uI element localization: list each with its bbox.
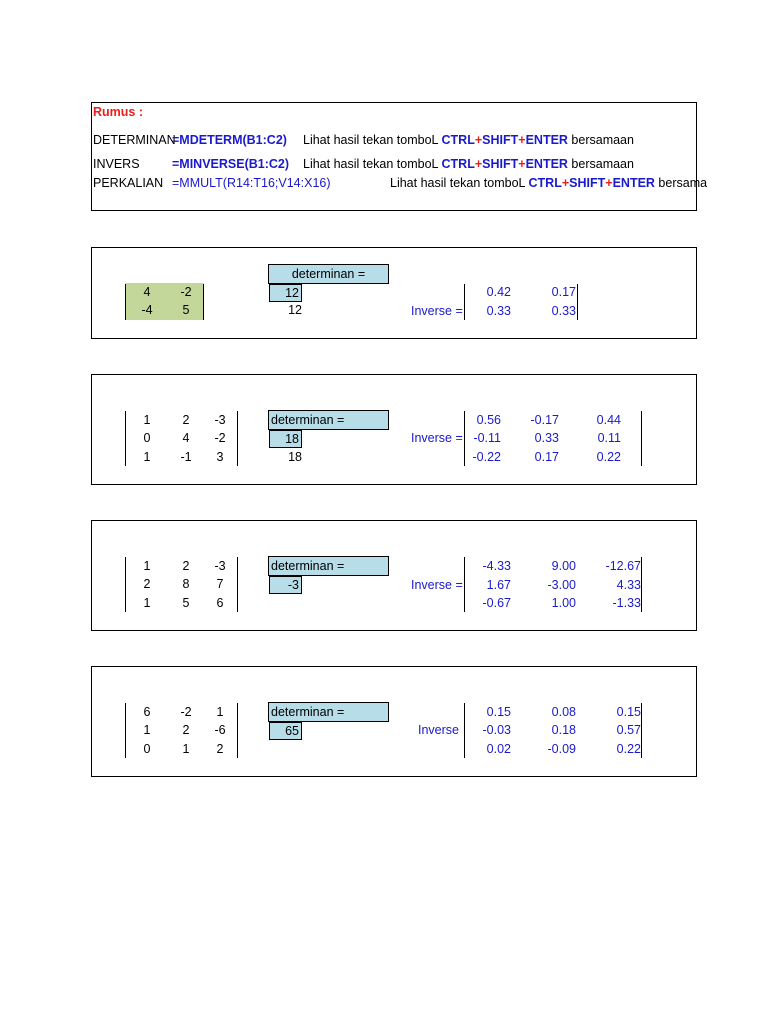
matrix-cell: -2 [214,431,226,445]
inverse-cell: -0.11 [473,431,501,445]
inverse-cell: 0.17 [551,285,576,299]
determinant-value: 18 [269,430,302,448]
matrix-bracket-left [125,411,126,466]
plus-sign: + [518,157,526,171]
matrix-cell: -4 [141,303,153,317]
inverse-cell: 0.44 [596,413,621,427]
inverse-cell: 0.02 [486,742,511,756]
inverse-cell: 0.08 [551,705,576,719]
formula-mdeterm: =MDETERM(B1:C2) [172,133,287,147]
formula-note-perkalian [390,176,707,190]
key-enter: ENTER [525,157,568,171]
inverse-cell: 1.00 [551,596,576,610]
inverse-label: Inverse = [411,304,463,318]
determinant-label: determinan = [268,410,389,430]
formula-label-perkalian: PERKALIAN [93,176,164,190]
inverse-cell: 9.00 [551,559,576,573]
note-suffix: bersamaan [567,133,634,147]
matrix-cell: -3 [214,413,226,427]
inverse-label: Inverse = [411,578,463,592]
inverse-cell: 0.57 [616,723,641,737]
matrix-cell: 5 [182,596,190,610]
formula-note-determinan [303,133,634,147]
matrix-bracket-left [125,557,126,612]
inverse-cell: -1.33 [612,596,641,610]
determinant-value: -3 [269,576,302,594]
matrix-cell: 6 [143,705,151,719]
key-shift: SHIFT [482,133,519,147]
inverse-cell: -0.22 [472,450,501,464]
formula-title: Rumus : [93,105,143,119]
inverse-cell: -3.00 [547,578,576,592]
key-shift: SHIFT [569,176,606,190]
formula-label-determinan: DETERMINAN [93,133,176,147]
matrix-bracket-left [125,284,126,320]
inverse-cell: 0.42 [486,285,511,299]
plus-sign: + [518,133,526,147]
note-suffix: bersamaan [567,157,634,171]
inverse-cell: -0.03 [482,723,511,737]
determinant-value: 12 [269,284,302,302]
inverse-bracket-right [577,284,578,320]
matrix-cell: -2 [180,705,192,719]
matrix-cell: 1 [143,450,151,464]
inverse-cell: 0.15 [486,705,511,719]
determinant-label: determinan = [268,264,389,284]
matrix-cell: 6 [216,596,224,610]
matrix-cell: 0 [143,431,151,445]
inverse-cell: 0.18 [551,723,576,737]
note-prefix: Lihat hasil tekan tomboL [303,133,442,147]
note-suffix: bersama [654,176,708,190]
determinant-value: 65 [269,722,302,740]
matrix-cell: 2 [143,577,151,591]
matrix-cell: -2 [180,285,192,299]
formula-mmult: =MMULT(R14:T16;V14:X16) [172,176,331,190]
inverse-cell: -0.67 [482,596,511,610]
inverse-cell: 0.22 [616,742,641,756]
determinant-repeat: 18 [288,450,302,464]
inverse-cell: 0.17 [534,450,559,464]
note-prefix: Lihat hasil tekan tomboL [303,157,442,171]
note-prefix: Lihat hasil tekan tomboL [390,176,529,190]
matrix-block-3 [91,520,697,631]
inverse-cell: 0.33 [486,304,511,318]
matrix-cell: 4 [143,285,151,299]
plus-sign: + [474,133,483,147]
matrix-cell: 1 [143,596,151,610]
inverse-cell: 4.33 [616,578,641,592]
inverse-cell: -4.33 [482,559,511,573]
matrix-cell: 5 [182,303,190,317]
plus-sign: + [474,157,483,171]
determinant-label: determinan = [268,556,389,576]
formula-box [91,102,708,211]
matrix-cell: 7 [216,577,224,591]
inverse-cell: 0.33 [534,431,559,445]
plus-sign: + [605,176,613,190]
matrix-cell: 2 [216,742,224,756]
inverse-cell: 0.11 [597,431,621,445]
plus-sign: + [561,176,570,190]
key-enter: ENTER [525,133,568,147]
matrix-cell: 1 [143,559,151,573]
matrix-cell: 1 [216,705,224,719]
key-ctrl: CTRL [528,176,562,190]
determinant-label: determinan = [268,702,389,722]
matrix-cell: 8 [182,577,190,591]
inverse-bracket-right [641,411,642,466]
matrix-cell: 2 [182,413,190,427]
matrix-cell: 3 [216,450,224,464]
formula-minverse: =MINVERSE(B1:C2) [172,157,290,171]
formula-note-invers [303,157,634,171]
matrix-cell: 4 [182,431,190,445]
inverse-cell: 0.15 [616,705,641,719]
matrix-cell: 1 [182,742,190,756]
matrix-cell: 1 [143,723,151,737]
matrix-cell: -6 [214,723,226,737]
inverse-cell: -0.17 [530,413,559,427]
key-shift: SHIFT [482,157,519,171]
key-ctrl: CTRL [441,133,475,147]
inverse-bracket-right [641,557,642,612]
inverse-cell: -0.09 [547,742,576,756]
inverse-cell: 0.56 [476,413,501,427]
matrix-block-2 [91,374,697,485]
key-enter: ENTER [612,176,655,190]
matrix-block-4 [91,666,697,777]
inverse-cell: 0.33 [551,304,576,318]
inverse-cell: 1.67 [486,578,511,592]
matrix-cell: -3 [214,559,226,573]
matrix-cell: 1 [143,413,151,427]
inverse-bracket-right [641,703,642,758]
matrix-cell: -1 [180,450,192,464]
key-ctrl: CTRL [441,157,475,171]
formula-label-invers: INVERS [93,157,140,171]
inverse-cell: 0.22 [596,450,621,464]
inverse-label: Inverse = [411,431,463,445]
matrix-cell: 2 [182,723,190,737]
inverse-cell: -12.67 [605,559,641,573]
determinant-repeat: 12 [288,303,302,317]
matrix-cell: 2 [182,559,190,573]
inverse-label: Inverse [418,723,459,737]
matrix-cell: 0 [143,742,151,756]
matrix-bracket-left [125,703,126,758]
